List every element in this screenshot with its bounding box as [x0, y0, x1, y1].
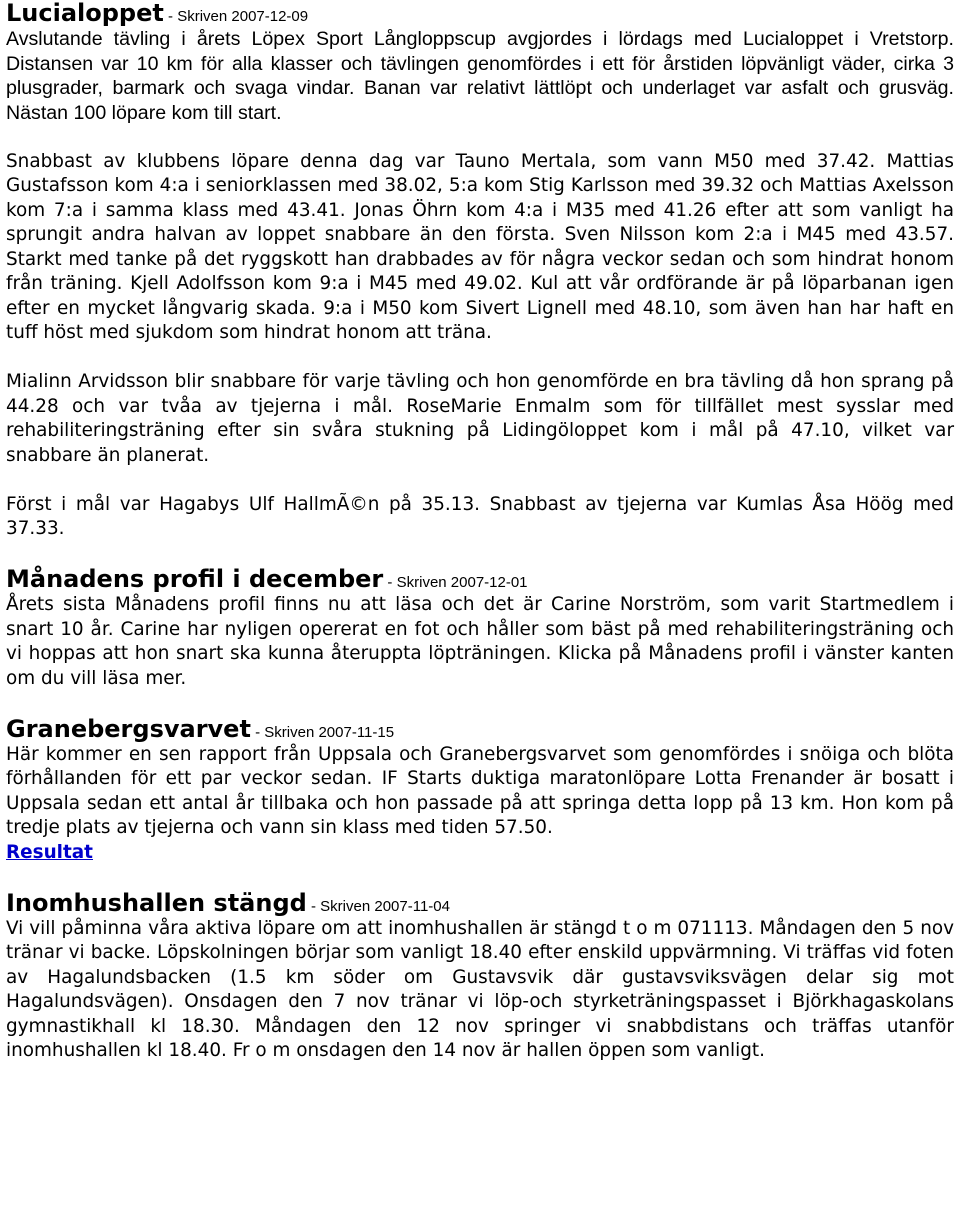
headline-separator: -: [383, 574, 397, 591]
article-paragraph: Årets sista Månadens profil finns nu att läsa och det är Carine Norström, som varit Startmedlem i snart 10 år. Carine har nyligen opererat en fot och håller som bäst på med rehabiliteringsträning och vi hoppas att hon snart ska kunna återuppta löpträningen. Klicka på Månadens profil i vänster kanten om du vill läsa mer.: [6, 594, 954, 689]
article-inomhushallen: [6, 890, 954, 1064]
article-headline: [6, 566, 954, 593]
headline-separator: -: [306, 897, 321, 915]
article-paragraph: Här kommer en sen rapport från Uppsala och Granebergsvarvet som genomfördes i snöiga och blöta förhållanden för ett par veckor sedan. IF Starts duktiga maratonlöpare Lotta Frenander är bosatt i Uppsala sedan ett antal år tillbaka och hon passade på att springa detta lopp på 13 km. Hon kom på tredje plats av tjejerna och vann sin klass med tiden 57.50.: [6, 743, 954, 838]
article-title: Inomhushallen stängd: [6, 888, 307, 917]
article-date: Skriven 2007-11-04: [320, 897, 450, 915]
article-date: Skriven 2007-11-15: [264, 723, 395, 741]
headline-separator: -: [250, 723, 265, 741]
article-title: Månadens profil i december: [6, 565, 384, 593]
article-lead-paragraph: Avslutande tävling i årets Löpex Sport Långloppscup avgjordes i lördags med Lucialoppet i Vretstorp. Distansen var 10 km för alla klasser och tävlingen genomfördes i ett för årstiden löpvänligt väder, cirka 3 plusgrader, barmark och svaga vindar. Banan var relativt lättlöpt och underlaget var asfalt och grusväg. Nästan 100 löpare kom till start.: [6, 28, 954, 124]
article-paragraph: Först i mål var Hagabys Ulf HallmÃ©n på 35.13. Snabbast av tjejerna var Kumlas Åsa Höög med 37.33.: [6, 493, 954, 539]
article-paragraph: Vi vill påminna våra aktiva löpare om att inomhushallen är stängd t o m 071113. Måndagen den 5 nov tränar vi backe. Löpskolningen börjar som vanligt 18.40 efter enskild uppvärmning. Vi träffas vid foten av Hagalundsbacken (1.5 km söder om Gustavsvik där gustavsviksvägen delar sig mot Hagalundsvägen). Onsdagen den 7 nov tränar vi löp-och styrketräningspasset i Björkhagaskolans gymnastikhall kl 18.30. Måndagen den 12 nov springer vi snabbdistans och träffas utanför inomhushallen kl 18.40. Fr o m onsdagen den 14 nov är hallen öppen som vanligt.: [6, 917, 954, 1061]
article-date: Skriven 2007-12-09: [177, 8, 309, 25]
headline-separator: -: [163, 8, 178, 25]
article-paragraph: Snabbast av klubbens löpare denna dag var Tauno Mertala, som vann M50 med 37.42. Mattias Gustafsson kom 4:a i seniorklassen med 38.02, 5:a kom Stig Karlsson med 39.32 och Mattias Axelsson kom 7:a i samma klass med 43.41. Jonas Öhrn kom 4:a i M35 med 41.26 efter att som vanligt ha sprungit andra halvan av loppet snabbare än den första. Sven Nilsson kom 2:a i M45 med 43.57. Starkt med tanke på det ryggskott han drabbades av för några veckor sedan och som hindrat honom från träning. Kjell Adolfsson kom 9:a i M45 med 49.02. Kul att vår ordförande är på löparbanan igen efter en mycket långvarig skada. 9:a i M50 kom Sivert Lignell med 48.10, som även han har haft en tuff höst med sjukdom som hindrat honom att träna.: [6, 150, 954, 343]
article-paragraph: Mialinn Arvidsson blir snabbare för varje tävling och hon genomförde en bra tävling då hon sprang på 44.28 och var tvåa av tjejerna i mål. RoseMarie Enmalm som för tillfället mest sysslar med rehabiliteringsträning efter sin svåra stukning på Lidingöloppet kom i mål på 47.10, vilket var snabbare än planerat.: [6, 371, 954, 466]
article-headline: [6, 890, 954, 917]
results-link-line: [6, 841, 954, 866]
article-headline: [6, 716, 954, 743]
results-link[interactable]: Resultat: [6, 841, 93, 863]
article-manadens-profil: [6, 566, 954, 691]
article-title: Granebergsvarvet: [6, 714, 251, 743]
article-headline: [6, 0, 954, 27]
article-lucialoppet: [6, 0, 954, 542]
article-granebergsvarvet: [6, 716, 954, 866]
article-date: Skriven 2007-12-01: [396, 574, 528, 591]
article-title: Lucialoppet: [6, 0, 164, 27]
